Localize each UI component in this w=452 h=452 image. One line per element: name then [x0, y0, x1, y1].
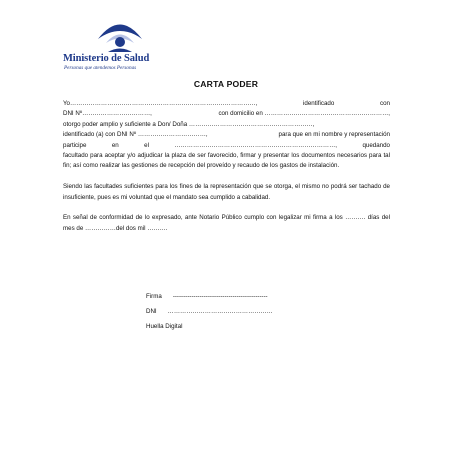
- line-5: [63, 141, 390, 151]
- paragraph-grant: [63, 99, 390, 172]
- firma-row: [146, 289, 273, 304]
- line-5-part-1: participe: [63, 141, 87, 149]
- paragraph-sufficiency: Siendo las facultades suficientes para los fines de la representación que se otorga, el mismo no podrá ser tachado de insuficiente, pues es mi voluntad que el mandato sea cumplido a cabalidad.: [63, 183, 390, 201]
- line-2-part-1: DNI Nº……………………………,: [63, 110, 152, 118]
- ministry-emblem-icon: [92, 14, 148, 54]
- line-3-part-1: otorgo poder amplio y suficiente a Don/ Doña ……………………………………………………,: [63, 120, 315, 128]
- paragraph-conformity: En señal de conformidad de lo expresado, ante Notario Público cumplo con legalizar mi firma a los ………. días del mes de ……………del dos mil ……….: [63, 214, 390, 232]
- firma-line: ----------------------------------------------: [172, 293, 268, 300]
- ministry-logo: [58, 14, 178, 74]
- line-2: [63, 109, 390, 119]
- huella-row: [146, 319, 273, 334]
- dni-line: ……………………………………………: [167, 308, 273, 315]
- document-title: CARTA PODER: [193, 79, 259, 89]
- emblem-head: [115, 37, 125, 47]
- signature-block: [146, 289, 273, 334]
- line-1-part-2: identificado: [303, 100, 335, 107]
- firma-label: Firma: [146, 293, 162, 300]
- line-5-part-2: en: [111, 141, 119, 149]
- line-1-part-1: Yo………………………………………………………………………………,: [63, 100, 258, 107]
- line-4: [63, 130, 390, 140]
- line-4-part-2: para que en mi nombre y representación: [278, 131, 390, 139]
- paragraph-grant-rest: facultado para aceptar y/o adjudicar la plaza de ser favorecido, firmar y presentar los documentos necesarios para tal fin; así como realizar las gestiones de recepción del proveído y recaudo de los gastos de instalación.: [63, 152, 390, 170]
- line-2-part-2: con domicilio en ……………………………………………………,: [218, 110, 390, 118]
- line-5-part-5: quedando: [362, 141, 390, 149]
- huella-label: Huella Digital: [146, 323, 183, 330]
- line-1: [63, 99, 390, 109]
- logo-name: Ministerio de Salud: [63, 53, 150, 64]
- line-1-part-3: con: [380, 100, 390, 107]
- line-5-part-3: el: [144, 141, 149, 149]
- logo-tagline: Personas que atendemos Personas: [64, 65, 137, 71]
- line-3: [63, 120, 390, 130]
- line-5-part-4: ……………………………………………………………………,: [174, 141, 338, 149]
- emblem-base: [108, 49, 132, 53]
- document-body: [63, 99, 390, 245]
- dni-row: [146, 304, 273, 319]
- line-4-part-1: identificado (a) con DNI Nº ……………………………,: [63, 131, 208, 139]
- dni-label: DNI: [146, 308, 157, 315]
